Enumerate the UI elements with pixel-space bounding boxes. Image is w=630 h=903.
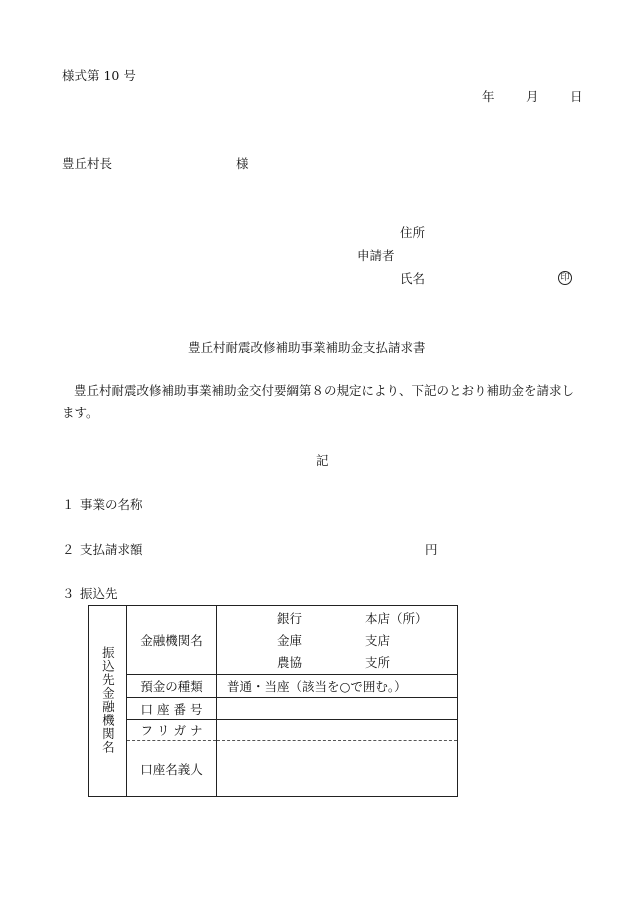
applicant-role-label: 申請者	[357, 248, 395, 263]
form-number: 様式第 10 号	[62, 68, 136, 83]
date-year: 年	[482, 89, 495, 104]
deposit-type-label-cell	[127, 675, 217, 698]
body-text: 豊丘村耐震改修補助事業補助金交付要綱第８の規定により、下記のとおり補助金を請求します。	[62, 383, 575, 420]
addressee-name: 豊丘村長	[62, 156, 113, 171]
date-month: 月	[526, 89, 539, 104]
account-number-label-cell	[127, 698, 217, 720]
deposit-type-value-cell	[217, 675, 458, 698]
item-2-number: ２	[62, 542, 75, 557]
item-2-label: 支払請求額	[80, 542, 143, 557]
institution-type: 農協	[277, 655, 303, 670]
item-3-number: ３	[62, 586, 75, 601]
addressee-honorific: 様	[236, 156, 249, 171]
ki-heading: 記	[316, 453, 329, 468]
account-holder-value-cell	[217, 741, 458, 797]
bank-side-label: 振込先金融機関名	[100, 645, 116, 754]
account-number-label: 口 座 番 号	[140, 701, 203, 717]
furigana-value-cell	[217, 720, 458, 741]
institution-branch: 支店	[365, 633, 391, 648]
applicant-address-label: 住所	[400, 225, 426, 240]
item-1-number: １	[62, 497, 75, 512]
document-title: 豊丘村耐震改修補助事業補助金支払請求書	[188, 340, 426, 355]
institution-row	[217, 651, 457, 673]
institution-value-cell	[217, 606, 458, 675]
item-2-unit: 円	[425, 542, 438, 557]
account-holder-label: 口座名義人	[140, 761, 203, 777]
item-1-label: 事業の名称	[80, 497, 143, 512]
institution-row	[217, 607, 457, 629]
account-number-value-cell	[217, 698, 458, 720]
institution-type: 銀行	[277, 611, 303, 626]
deposit-type-value: 普通・当座（該当を○で囲む。）	[227, 679, 407, 694]
applicant-name-label: 氏名	[400, 271, 426, 286]
institution-label: 金融機関名	[140, 633, 203, 648]
deposit-type-label: 預金の種類	[140, 679, 203, 694]
institution-branch: 支所	[365, 655, 391, 670]
seal-mark: 印	[558, 271, 572, 285]
bank-side-label-cell	[89, 606, 127, 797]
institution-type: 金庫	[277, 633, 303, 648]
bank-transfer-table	[88, 605, 458, 797]
furigana-label: フ リ ガ ナ	[140, 723, 203, 738]
institution-row	[217, 629, 457, 651]
date-day: 日	[570, 89, 583, 104]
furigana-label-cell	[127, 720, 217, 741]
item-3-label: 振込先	[80, 586, 118, 601]
account-holder-label-cell	[127, 741, 217, 797]
institution-branch: 本店（所）	[365, 611, 428, 626]
institution-label-cell	[127, 606, 217, 675]
